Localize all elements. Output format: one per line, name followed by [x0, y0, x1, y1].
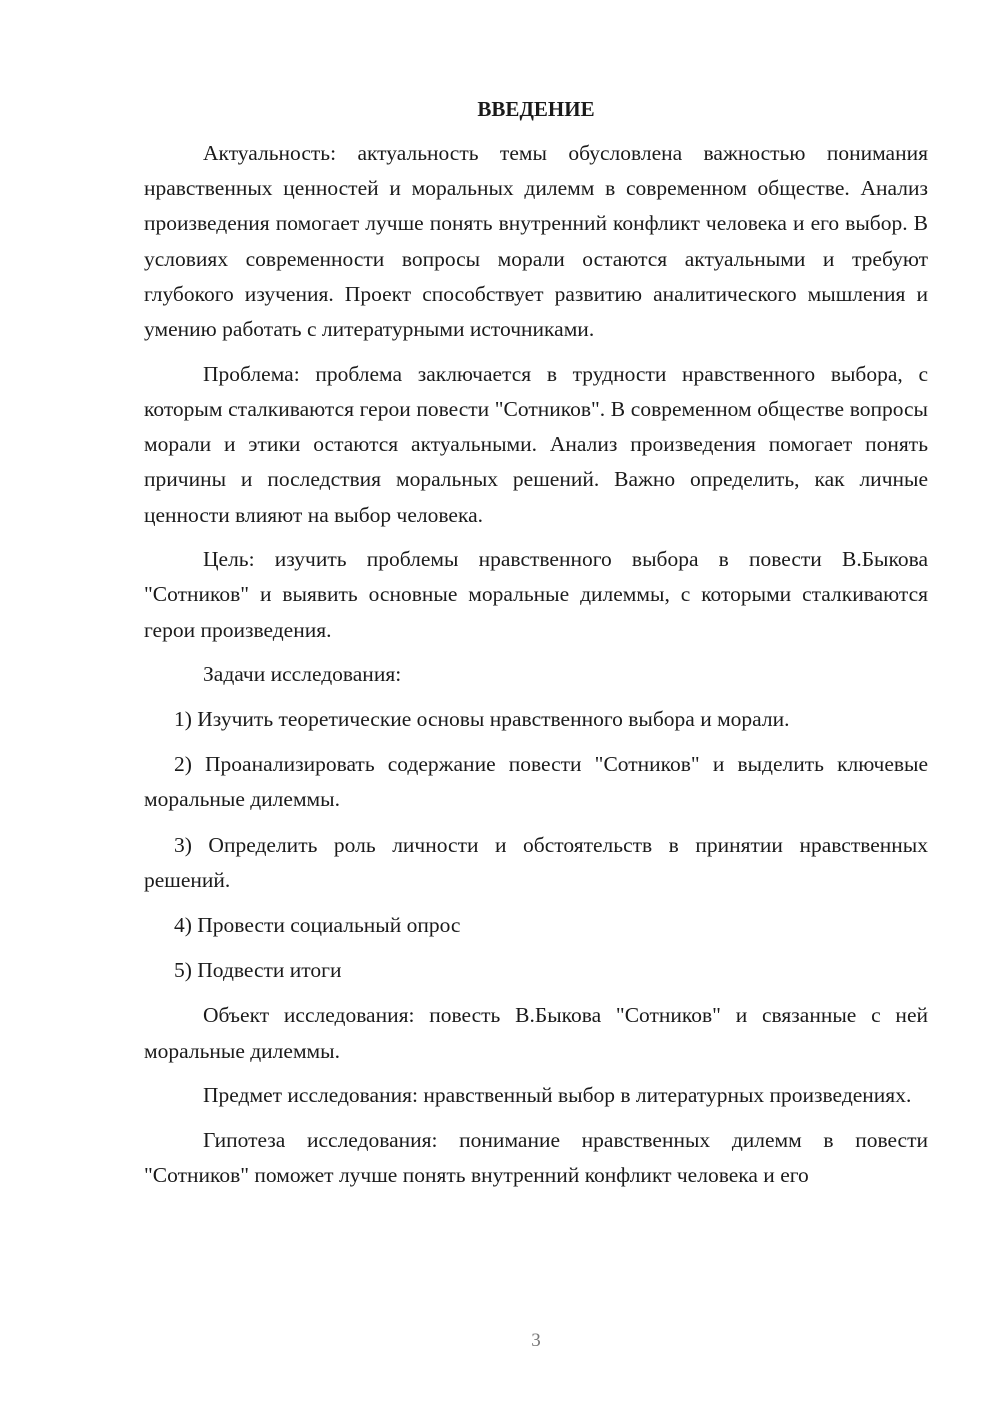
task-item: 5) Подвести итоги — [174, 958, 342, 983]
paragraph-object: Объект исследования: повесть В.Быкова "Сотников" и связанные с ней моральные дилеммы. — [144, 1003, 928, 1063]
paragraph-problem: Проблема: проблема заключается в трудности нравственного выбора, с которым сталкиваются герои повести "Сотников". В современном обществе вопросы морали и этики остаются актуальными. Анализ произведения помогает понять причины и последствия моральных решений. Важно определить, как личные ценности влияют на выбор человека. — [144, 361, 928, 527]
paragraph-goal: Цель: изучить проблемы нравственного выбора в повести В.Быкова "Сотников" и выявить основные моральные дилеммы, с которыми сталкиваются герои произведения. — [144, 547, 928, 642]
tasks-heading: Задачи исследования: — [203, 662, 402, 687]
task-item: 2) Проанализировать содержание повести "Сотников" и выделить ключевые моральные дилеммы. — [144, 752, 928, 812]
paragraph-relevance: Актуальность: актуальность темы обусловлена важностью понимания нравственных ценностей и моральных дилемм в современном обществе. Анализ произведения помогает лучше понять внутренний конфликт человека и его выбор. В условиях современности вопросы морали остаются актуальными и требуют глубокого изучения. Проект способствует развитию аналитического мышления и умению работать с литературными источниками. — [144, 141, 928, 342]
task-item: 1) Изучить теоретические основы нравственного выбора и морали. — [174, 707, 790, 732]
document-page — [144, 92, 928, 1203]
page-number: 3 — [531, 1330, 541, 1351]
section-title: ВВЕДЕНИЕ — [477, 97, 595, 121]
task-item: 4) Провести социальный опрос — [174, 913, 461, 938]
task-item: 3) Определить роль личности и обстоятельств в принятии нравственных решений. — [144, 832, 928, 892]
paragraph-subject: Предмет исследования: нравственный выбор в литературных произведениях. — [203, 1083, 912, 1108]
paragraph-hypothesis: Гипотеза исследования: понимание нравственных дилемм в повести "Сотников" поможет лучше понять внутренний конфликт человека и его — [144, 1128, 928, 1188]
